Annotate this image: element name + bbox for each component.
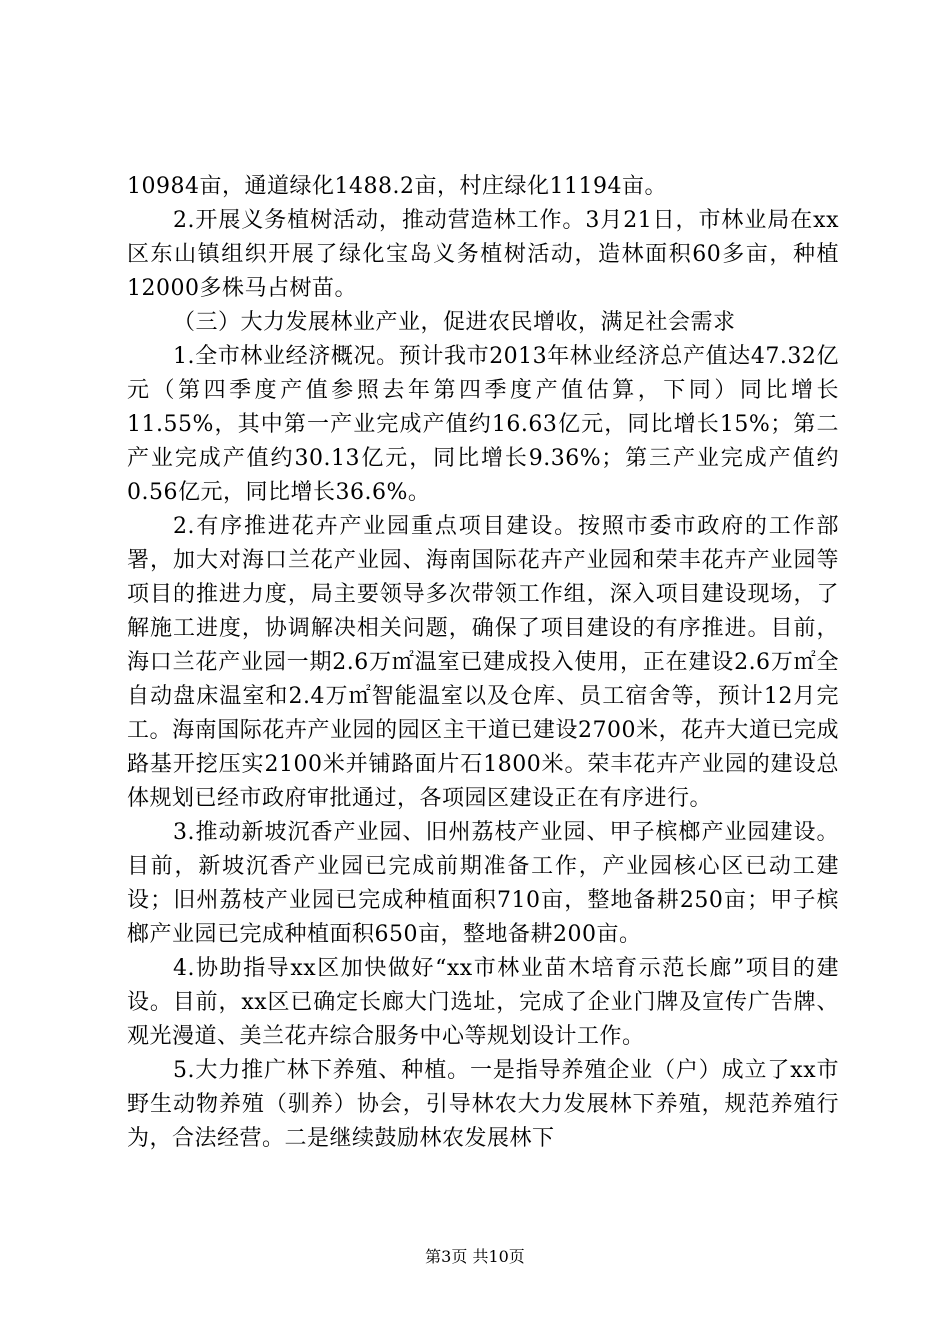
paragraph-flower-industrial-park: 2.有序推进花卉产业园重点项目建设。按照市委市政府的工作部署，加大对海口兰花产业园、海南国际花卉产业园和荣丰花卉产业园等项目的推进力度，局主要领导多次带领工作组，深入项目建设现场，了解施工进度，协调解决相关问题，确保了项目建设的有序推进。目前，海口兰花产业园一期2.6万㎡温室已建成投入使用，正在建设2.6万㎡全自动盘床温室和2.4万㎡智能温室以及仓库、员工宿舍等，预计12月完工。海南国际花卉产业园的园区主干道已建设2700米，花卉大道已完成路基开挖压实2100米并铺路面片石1800米。荣丰花卉产业园的建设总体规划已经市政府审批通过，各项园区建设正在有序进行。 (127, 514, 839, 811)
paragraph-understory-farming: 5.大力推广林下养殖、种植。一是指导养殖企业（户）成立了xx市野生动物养殖（驯养）协会，引导林农大力发展林下养殖，规范养殖行为，合法经营。二是继续鼓励林农发展林下 (127, 1058, 839, 1151)
paragraph-tree-planting: 2.开展义务植树活动，推动营造林工作。3月21日，市林业局在xx区东山镇组织开展了绿化宝岛义务植树活动，造林面积60多亩，种植12000多株马占树苗。 (127, 208, 839, 301)
page-number-footer: 第3页 共10页 (425, 1247, 525, 1266)
document-body (127, 170, 839, 1156)
paragraph-continuation: 10984亩，通道绿化1488.2亩，村庄绿化11194亩。 (127, 174, 667, 199)
paragraph-agarwood-lychee-betel: 3.推动新坡沉香产业园、旧州荔枝产业园、甲子槟榔产业园建设。目前，新坡沉香产业园已完成前期准备工作，产业园核心区已动工建设；旧州荔枝产业园已完成种植面积710亩，整地备耕250亩；甲子槟榔产业园已完成种植面积650亩，整地备耕200亩。 (127, 820, 839, 947)
paragraph-nursery-corridor: 4.协助指导xx区加快做好“xx市林业苗木培育示范长廊”项目的建设。目前，xx区已确定长廊大门选址，完成了企业门牌及宣传广告牌、观光漫道、美兰花卉综合服务中心等规划设计工作。 (127, 956, 839, 1049)
paragraph-forestry-economy: 1.全市林业经济概况。预计我市2013年林业经济总产值达47.32亿元（第四季度产值参照去年第四季度产值估算，下同）同比增长11.55%，其中第一产业完成产值约16.63亿元，同比增长15%；第二产业完成产值约30.13亿元，同比增长9.36%；第三产业完成产值约0.56亿元，同比增长36.6%。 (127, 344, 839, 505)
section-heading-forestry-industry: （三）大力发展林业产业，促进农民增收，满足社会需求 (173, 310, 736, 335)
